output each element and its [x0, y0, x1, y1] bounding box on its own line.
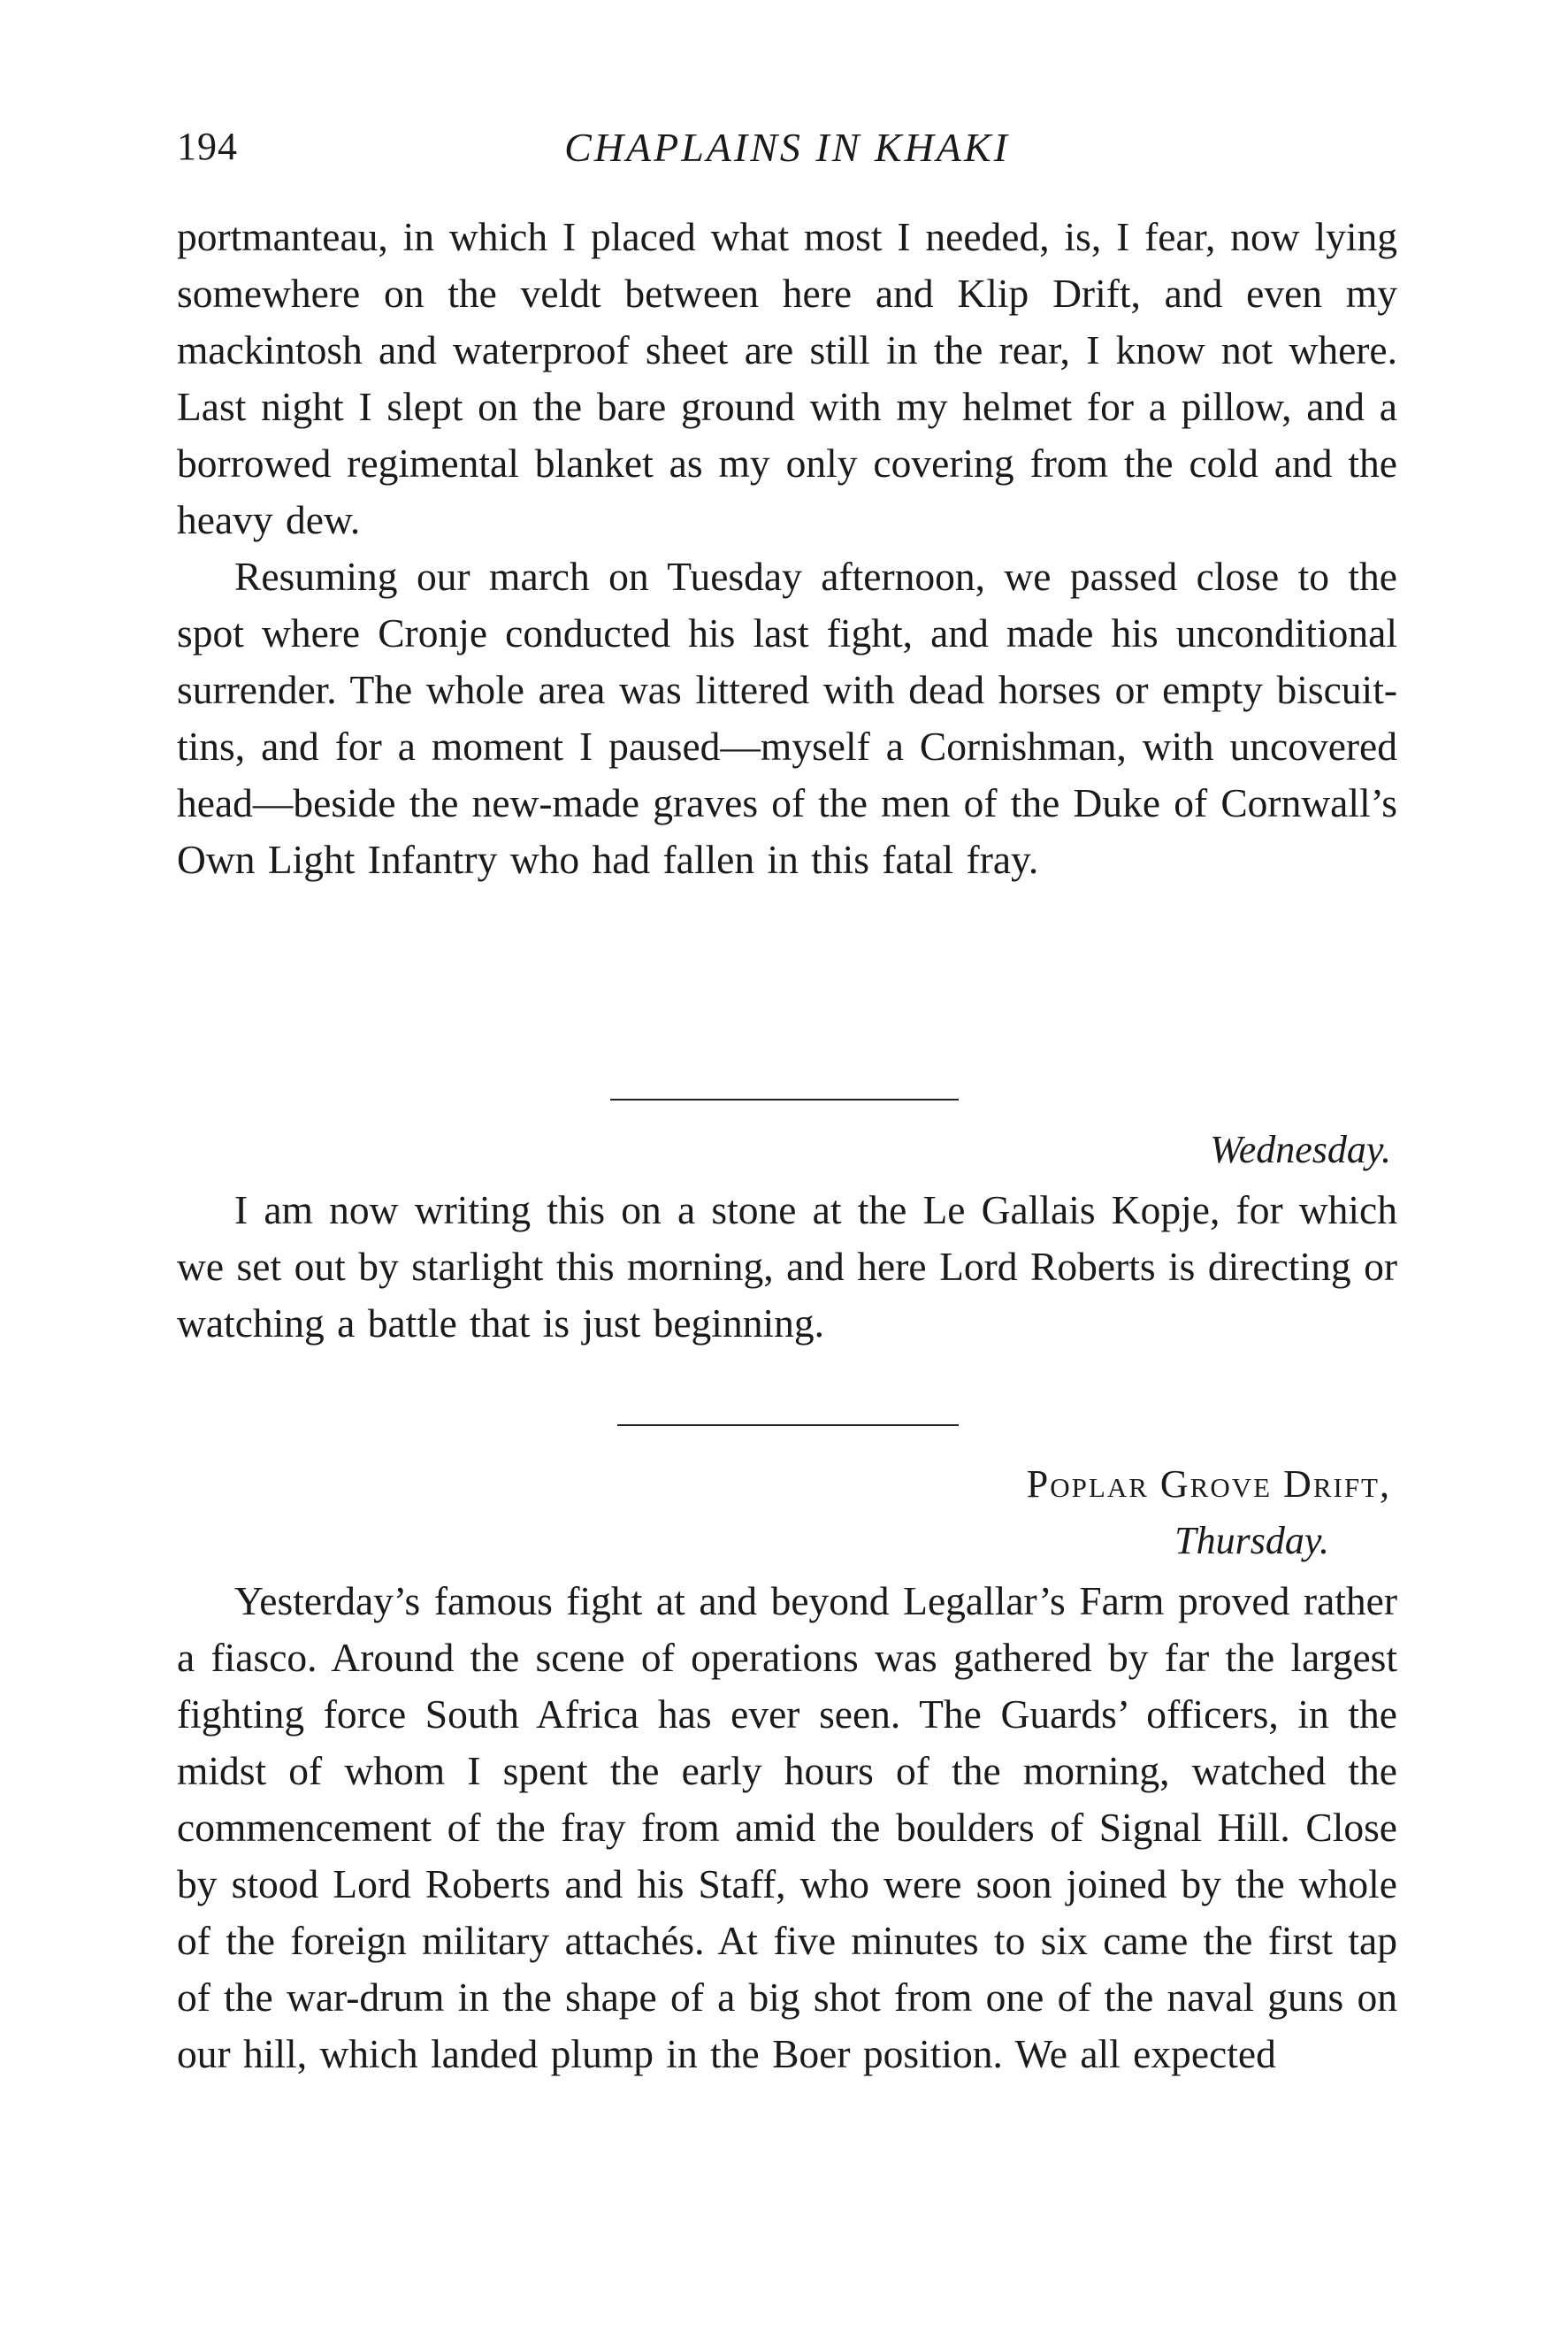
section-3-text [177, 1573, 1397, 2082]
section-1-text [177, 209, 1397, 888]
dateline-day: Wednesday. [1210, 1128, 1391, 1171]
paragraph-cronje: Resuming our march on Tuesday afternoon, we passed close to the spot where Cronje conducted his last fight, and made his unconditional surrender. The whole area was littered with dead horses or empty biscuit-tins, and for a moment I paused—myself a Cornishman, with uncovered head—beside the new-made graves of the men of the Duke of Cornwall’s Own Light Infantry who had fallen in this fatal fray. [177, 554, 1397, 882]
dateline-poplar-grove [1027, 1456, 1391, 1569]
dateline-wednesday [1210, 1122, 1391, 1178]
paragraph-le-gallais-kopje: I am now writing this on a stone at the Le Gallais Kopje, for which we set out by starlight this morning, and here Lord Roberts is directing or watching a battle that is just beginning. [177, 1187, 1397, 1346]
page-number: 194 [177, 125, 238, 168]
section-divider-1 [610, 1099, 959, 1100]
running-head [177, 124, 1397, 186]
section-divider-2 [617, 1424, 959, 1426]
paragraph-legallars-farm: Yesterday’s famous fight at and beyond Legallar’s Farm proved rather a fiasco. Around the scene of operations was gathered by far the largest fighting force South Africa has ever seen. The Guards’ officers, in the midst of whom I spent the early hours of the morning, watched the commencement of the fray from amid the boulders of Signal Hill. Close by stood Lord Roberts and his Staff, who were soon joined by the whole of the foreign military attachés. At five minutes to six came the first tap of the war-drum in the shape of a big shot from one of the naval guns on our hill, which landed plump in the Boer position. We all expected [177, 1578, 1397, 2076]
dateline-place: Poplar Grove Drift, [1026, 1462, 1391, 1506]
dateline-day: Thursday. [1174, 1519, 1329, 1562]
running-title: CHAPLAINS IN KHAKI [564, 125, 1010, 170]
paragraph-continued: portmanteau, in which I placed what most I needed, is, I fear, now lying somewhere on the veldt between here and Klip Drift, and even my mackintosh and waterproof sheet are still in the rear, I know not where. Last night I slept on the bare ground with my helmet for a pillow, and a borrowed regimental blanket as my only covering from the cold and the heavy dew. [177, 214, 1397, 542]
section-2-text [177, 1182, 1397, 1352]
